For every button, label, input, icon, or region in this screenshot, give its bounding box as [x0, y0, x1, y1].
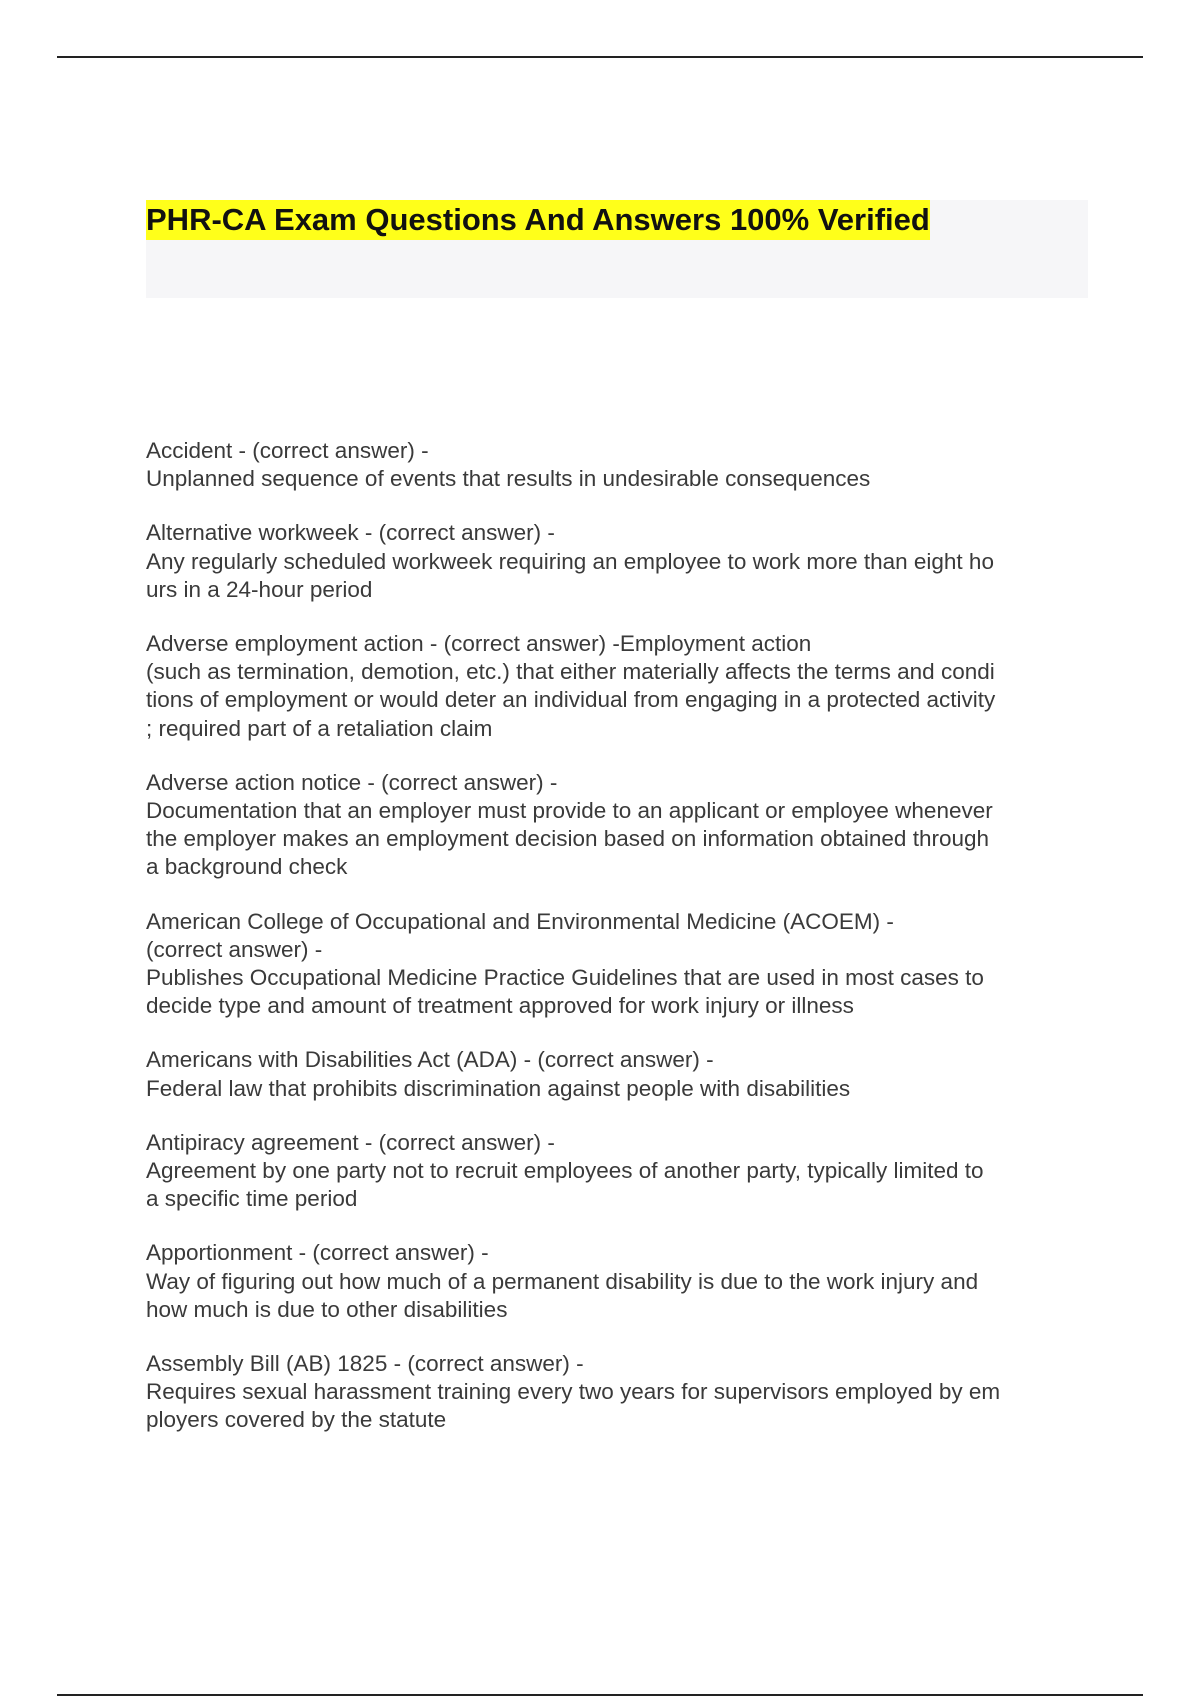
definition-line: ; required part of a retaliation claim: [146, 715, 493, 741]
definition-line: the employer makes an employment decision based on information obtained through: [146, 826, 990, 852]
term-line: Alternative workweek - (correct answer) -: [146, 520, 555, 546]
definition-line: Unplanned sequence of events that results in undesirable consequences: [146, 466, 871, 492]
title-block: [146, 200, 1088, 298]
term-line: Apportionment - (correct answer) -: [146, 1240, 489, 1266]
term-line: Adverse action notice - (correct answer) -: [146, 769, 558, 795]
definition-line: Documentation that an employer must provide to an applicant or employee whenever: [146, 798, 993, 824]
term-line: American College of Occupational and Environmental Medicine (ACOEM) -: [146, 908, 894, 934]
term-line: Adverse employment action - (correct answer) -Employment action: [146, 631, 812, 657]
definition-line: tions of employment or would deter an individual from engaging in a protected activity: [146, 687, 996, 713]
term-line: Assembly Bill (AB) 1825 - (correct answer) -: [146, 1351, 584, 1377]
definition-line: urs in a 24-hour period: [146, 576, 373, 602]
definition-line: Agreement by one party not to recruit employees of another party, typically limited to: [146, 1158, 984, 1184]
list-item: [146, 437, 1090, 493]
definition-line: (such as termination, demotion, etc.) that either materially affects the terms and condi: [146, 659, 995, 685]
list-item: [146, 630, 1090, 743]
list-item: [146, 1129, 1090, 1214]
definition-line: a specific time period: [146, 1186, 358, 1212]
definition-line: Publishes Occupational Medicine Practice Guidelines that are used in most cases to: [146, 965, 984, 991]
term-line: Americans with Disabilities Act (ADA) - (correct answer) -: [146, 1047, 714, 1073]
list-item: [146, 1046, 1090, 1102]
definition-line: Federal law that prohibits discrimination against people with disabilities: [146, 1075, 851, 1101]
definition-line: decide type and amount of treatment approved for work injury or illness: [146, 993, 854, 1019]
page-title: PHR-CA Exam Questions And Answers 100% Verified: [146, 200, 930, 240]
list-item: [146, 908, 1090, 1021]
term-line: Antipiracy agreement - (correct answer) -: [146, 1129, 555, 1155]
top-rule: [57, 56, 1143, 58]
list-item: [146, 519, 1090, 604]
list-item: [146, 769, 1090, 882]
term-line: Accident - (correct answer) -: [146, 438, 429, 463]
definition-line: Any regularly scheduled workweek requiring an employee to work more than eight ho: [146, 548, 994, 574]
list-item: [146, 1350, 1090, 1435]
definition-line: Requires sexual harassment training every two years for supervisors employed by em: [146, 1379, 1001, 1405]
entry-list: [146, 437, 1090, 1461]
bottom-rule: [57, 1694, 1143, 1696]
definition-line: a background check: [146, 854, 348, 880]
definition-line: (correct answer) -: [146, 936, 323, 962]
definition-line: ployers covered by the statute: [146, 1407, 447, 1433]
definition-line: Way of figuring out how much of a permanent disability is due to the work injury and: [146, 1268, 979, 1294]
list-item: [146, 1239, 1090, 1324]
definition-line: how much is due to other disabilities: [146, 1296, 508, 1322]
